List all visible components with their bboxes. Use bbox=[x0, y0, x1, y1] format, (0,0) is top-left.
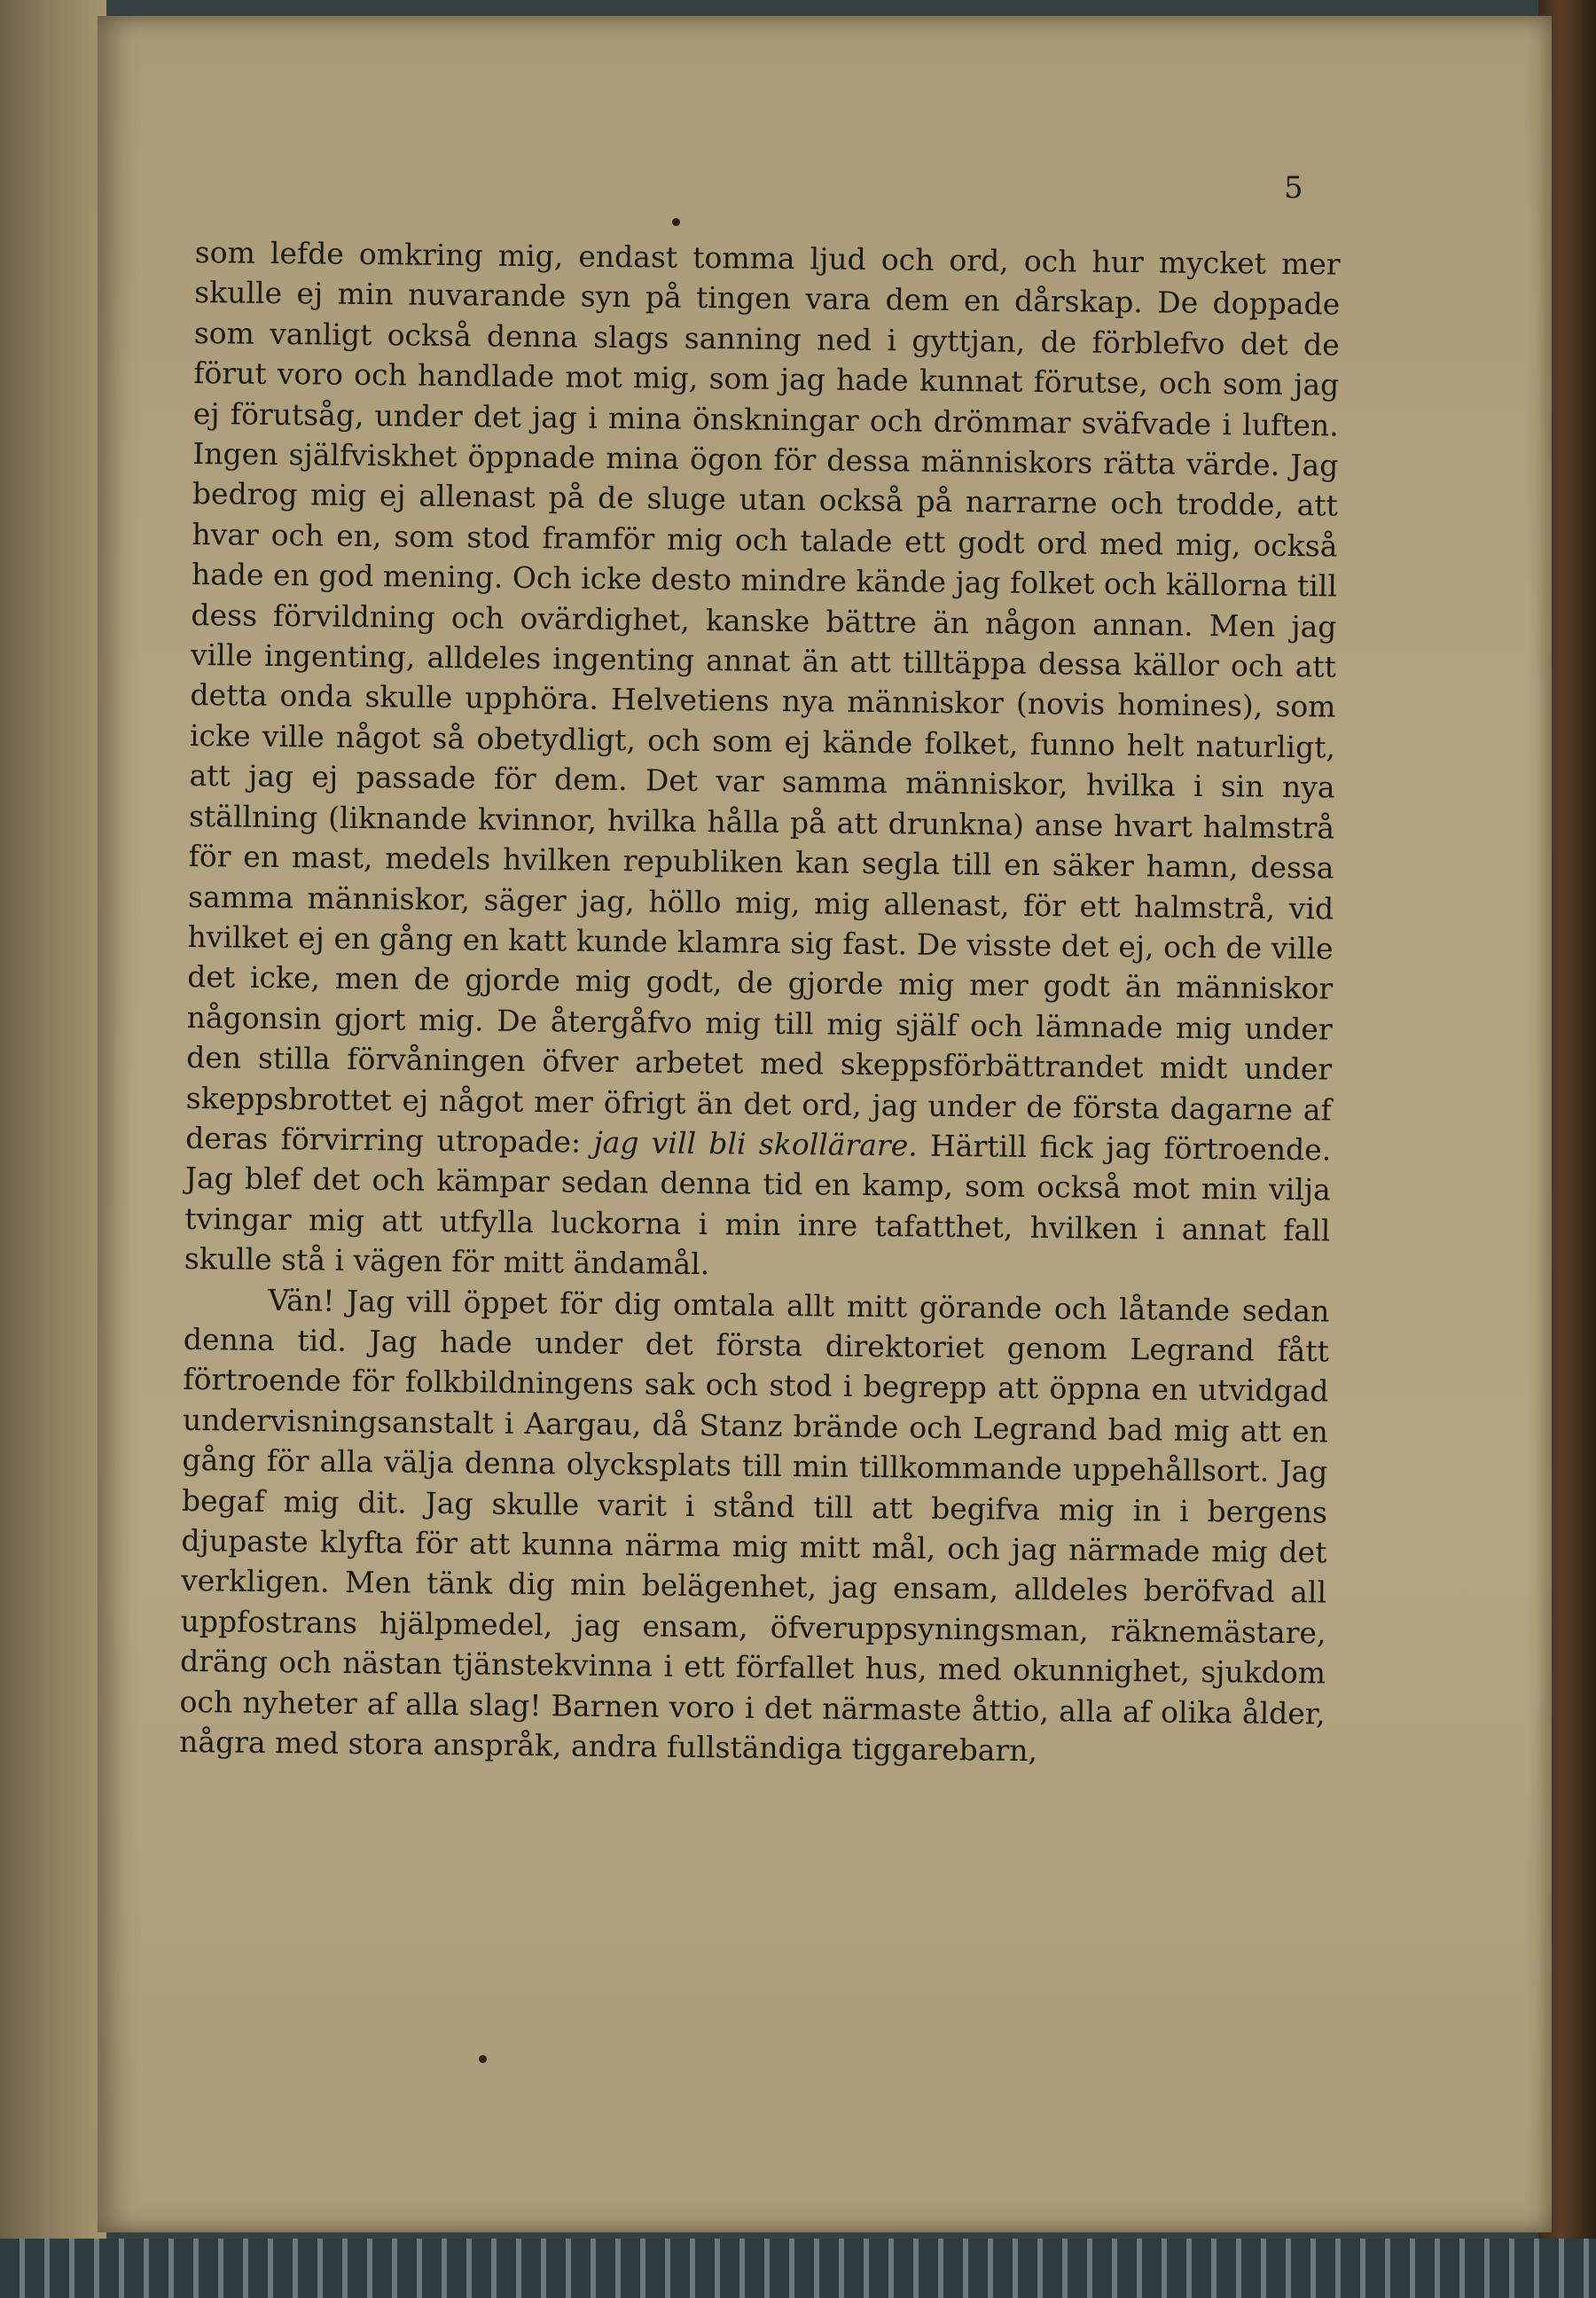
ink-speck bbox=[479, 2055, 487, 2063]
paragraph-2 bbox=[179, 1278, 1330, 1773]
paragraph-1-text: som lefde omkring mig, endast tomma ljud och ord, och hur mycket mer skulle ej min nuvarande syn på tingen vara dem en dårskap. De doppade som vanligt också denna slags sanning ned i gyttjan, de förblefvo det de förut voro och handlade mot mig, som jag hade kunnat förutse, och som jag ej förutsåg, under det jag i mina önskningar och drömmar sväfvade i luften. Ingen själfviskhet öppnade mina ögon för dessa människors rätta värde. Jag bedrog mig ej allenast på de sluge utan också på narrarne och trodde, att hvar och en, som stod framför mig och talade ett godt ord med mig, också hade en god mening. Och icke desto mindre kände jag folket och källorna till dess förvildning och ovärdighet, kanske bättre än någon annan. Men jag ville ingenting, alldeles ingenting annat än att tilltäppa dessa källor och att detta onda skulle upphöra. Helvetiens nya människor (novis homines), som icke ville något så obetydligt, och som ej kände folket, funno helt naturligt, att jag ej passade för dem. Det var samma människor, hvilka i sin nya ställning (liknande kvinnor, hvilka hålla på att drunkna) anse hvart halmstrå för en mast, medels hvilken republiken kan segla till en säker hamn, dessa samma människor, säger jag, höllo mig, mig allenast, för ett halmstrå, vid hvilket ej en gång en katt kunde klamra sig fast. De visste det ej, och de ville det icke, men de gjorde mig godt, de gjorde mig mer godt än människor någonsin gjort mig. De återgåfvo mig till mig själf och lämnade mig under den stilla förvåningen öfver arbetet med skeppsförbättrandet midt under skeppsbrottet ej något mer öfrigt än det ord, jag under de första dagarne af deras förvirring utropade: bbox=[185, 234, 1341, 1160]
body-text bbox=[179, 232, 1341, 1774]
ink-speck bbox=[672, 218, 680, 226]
book-binding-edge bbox=[0, 0, 106, 2298]
paragraph-1 bbox=[184, 232, 1341, 1291]
page-number: 5 bbox=[1284, 170, 1303, 206]
paragraph-1-continuation: Härtill fick jag förtroende. Jag blef det och kämpar sedan denna tid en kamp, som också mot min vilja tvingar mig att utfylla luckorna i min inre tafatthet, hvilken i annat fall skulle stå i vägen för mitt ändamål. bbox=[184, 1128, 1332, 1282]
paragraph-2-text: Vän! Jag vill öppet för dig omtala allt mitt görande och låtande sedan denna tid. Jag hade under det första direktoriet genom Legrand fått förtroende för folkbildningens sak och stod i begrepp att öppna en utvidgad undervisningsanstalt i Aargau, då Stanz brände och Legrand bad mig att en gång för alla välja denna olycksplats till min tillkommande uppehållsort. Jag begaf mig dit. Jag skulle varit i stånd till att begifva mig in i bergens djupaste klyfta för att kunna närma mig mitt mål, och jag närmade mig det verkligen. Men tänk dig min belägenhet, jag ensam, alldeles beröfvad all uppfostrans hjälpmedel, jag ensam, öfveruppsyningsman, räknemästare, dräng och nästan tjänstekvinna i ett förfallet hus, med okunnighet, sjukdom och nyheter af alla slag! Barnen voro i det närmaste åttio, alla af olika ålder, några med stora anspråk, andra fullständiga tiggarebarn, bbox=[178, 1282, 1330, 1769]
emphasized-quote: jag vill bli skollärare. bbox=[593, 1124, 918, 1163]
scanner-bed-edge bbox=[0, 2239, 1596, 2298]
